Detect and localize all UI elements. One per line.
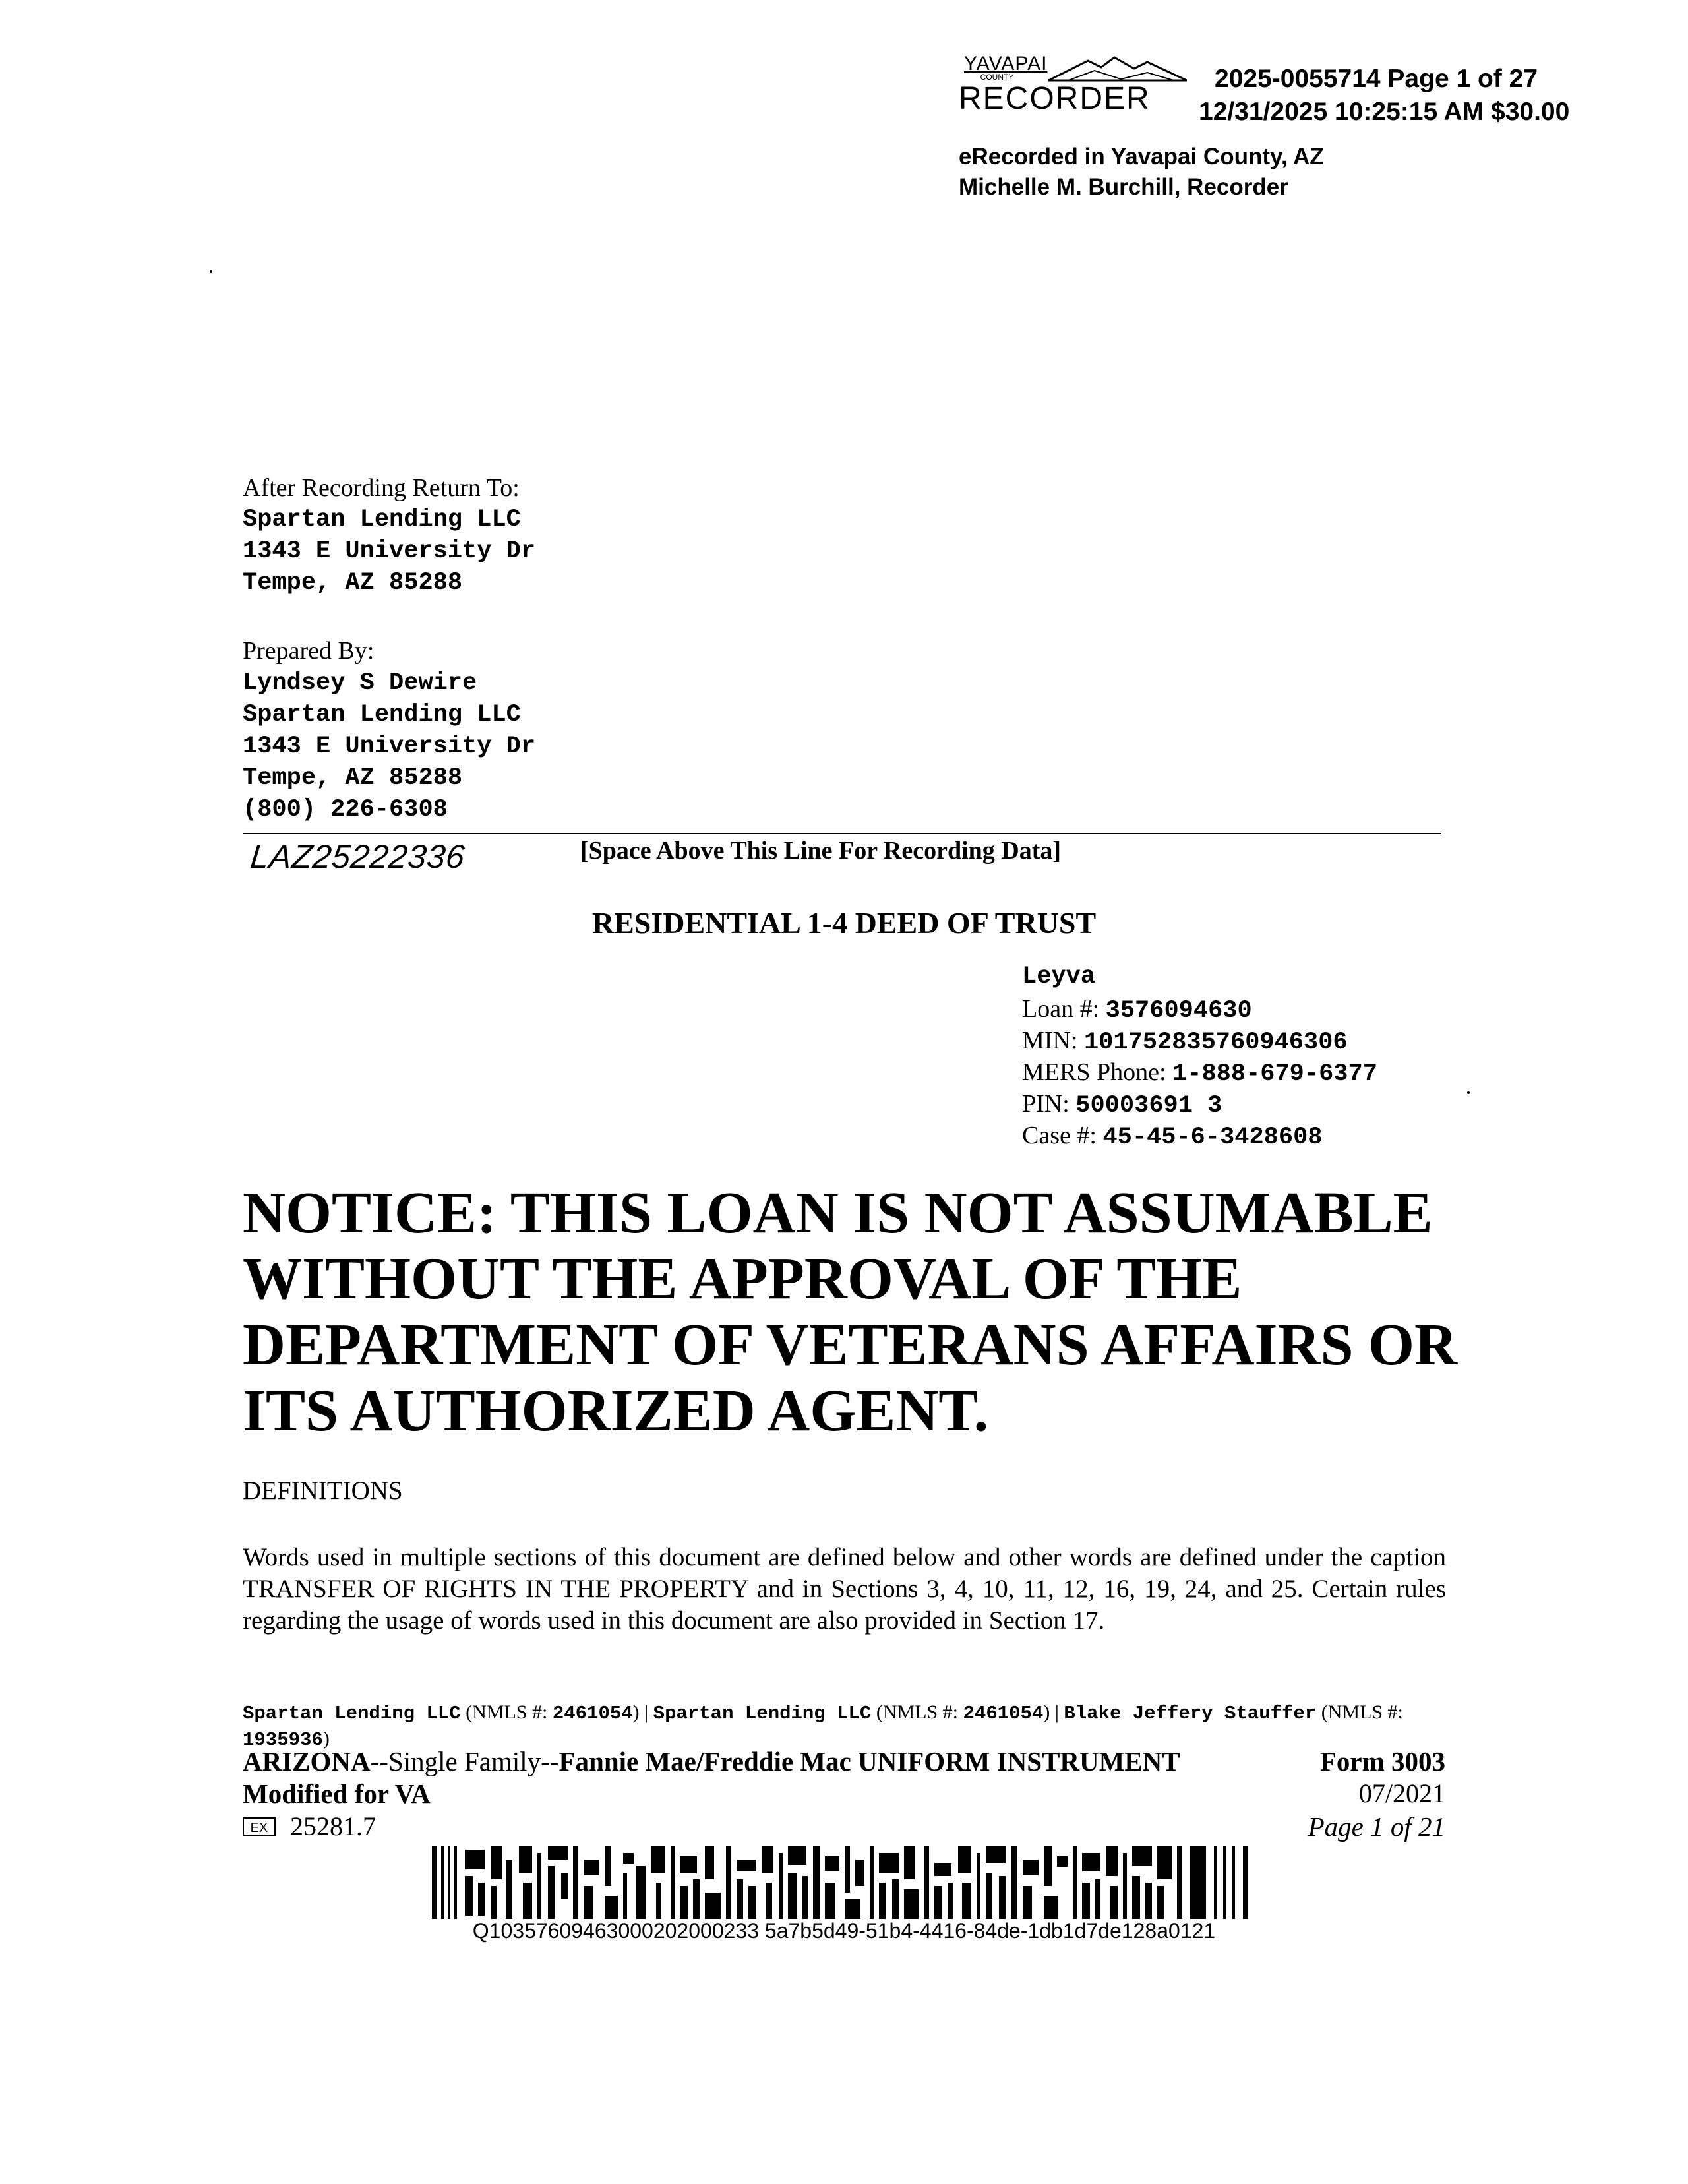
recorder-logo-mountain-icon	[1048, 54, 1187, 84]
pin-label: PIN:	[1022, 1090, 1070, 1118]
space-above-label: [Space Above This Line For Recording Data]	[580, 837, 1062, 864]
scan-dot	[1467, 1091, 1470, 1094]
form-state: ARIZONA	[243, 1746, 371, 1776]
form-code: 25281.7	[290, 1811, 376, 1841]
borrower-name: Leyva	[1022, 963, 1096, 990]
prepared-by-label: Prepared By:	[243, 637, 375, 665]
nmls-separator: ) |	[1043, 1701, 1064, 1723]
form-date: 07/2021	[1358, 1778, 1445, 1808]
return-to-line: Tempe, AZ 85288	[243, 569, 463, 597]
min-label: MIN:	[1022, 1027, 1078, 1054]
erecorded-location: eRecorded in Yavapai County, AZ	[959, 144, 1324, 169]
prepared-by-line: Tempe, AZ 85288	[243, 764, 463, 792]
return-to-label: After Recording Return To:	[243, 474, 520, 502]
scan-dot	[210, 270, 212, 273]
form-type: --Single Family--	[370, 1746, 559, 1776]
nmls-separator: ) |	[632, 1701, 653, 1723]
min-row	[1022, 1026, 1348, 1056]
case-number-row	[1022, 1121, 1323, 1151]
recorder-logo-county-name: YAVAPAI	[964, 53, 1048, 75]
recorder-logo-county-label: COUNTY	[980, 73, 1014, 82]
form-instrument: Fannie Mae/Freddie Mac UNIFORM INSTRUMENT	[558, 1746, 1180, 1776]
form-state-line	[243, 1745, 1180, 1777]
recorder-logo-text: RECORDER	[959, 81, 1151, 116]
nmls-label: (NMLS #:	[460, 1701, 553, 1723]
return-to-line: Spartan Lending LLC	[243, 506, 521, 533]
recording-datetime-fee: 12/31/2025 10:25:15 AM $30.00	[1199, 98, 1570, 126]
pin-value: 50003691 3	[1075, 1092, 1222, 1120]
prepared-by-line: Spartan Lending LLC	[243, 701, 521, 729]
notice-line: ITS AUTHORIZED AGENT.	[243, 1378, 989, 1443]
nmls-number: 1935936	[243, 1729, 323, 1751]
va-assumption-notice	[243, 1180, 1495, 1444]
nmls-close: )	[322, 1728, 330, 1749]
loan-originator-name: Blake Jeffery Stauffer	[1064, 1703, 1317, 1724]
notice-line: NOTICE: THIS LOAN IS NOT ASSUMABLE	[243, 1180, 1433, 1246]
pin-row	[1022, 1089, 1222, 1120]
case-number-value: 45-45-6-3428608	[1102, 1124, 1323, 1151]
lender-name: Spartan Lending LLC	[653, 1703, 872, 1724]
notice-line: DEPARTMENT OF VETERANS AFFAIRS OR	[243, 1312, 1458, 1378]
mers-phone-value: 1-888-679-6377	[1172, 1060, 1377, 1088]
handwritten-reference: LAZ25222336	[249, 838, 467, 875]
prepared-by-line: Lyndsey S Dewire	[243, 669, 477, 697]
loan-number-value: 3576094630	[1105, 997, 1252, 1025]
notice-line: WITHOUT THE APPROVAL OF THE	[243, 1246, 1242, 1312]
recorder-name: Michelle M. Burchill, Recorder	[959, 174, 1288, 200]
nmls-number: 2461054	[552, 1703, 633, 1724]
mers-phone-label: MERS Phone:	[1022, 1058, 1166, 1086]
case-number-label: Case #:	[1022, 1122, 1097, 1149]
loan-number-row	[1022, 994, 1252, 1025]
document-barcode	[432, 1846, 1256, 1919]
prepared-by-line: (800) 226-6308	[243, 796, 448, 824]
mers-phone-row	[1022, 1058, 1377, 1088]
lender-name: Spartan Lending LLC	[243, 1703, 461, 1724]
min-value: 101752835760946306	[1083, 1029, 1348, 1056]
form-number: Form 3003	[1319, 1746, 1445, 1776]
definitions-paragraph: Words used in multiple sections of this document are defined below and other words are defined under the caption TRANSFER OF RIGHTS IN THE PROPERTY and in Sections 3, 4, 10, 11, 12, 16, 19, 24, and 25. Certain rules regarding the usage of words used in this document are also provided in Section 17.	[243, 1543, 1446, 1635]
nmls-number: 2461054	[963, 1703, 1044, 1724]
footer-nmls-line	[243, 1700, 1446, 1753]
prepared-by-line: 1343 E University Dr	[243, 733, 536, 760]
recording-document-number: 2025-0055714 Page 1 of 27	[1215, 65, 1538, 93]
document-title: RESIDENTIAL 1-4 DEED OF TRUST	[591, 906, 1097, 940]
recording-data-separator	[243, 833, 1441, 834]
page-number: Page 1 of 21	[1308, 1811, 1445, 1842]
return-to-line: 1343 E University Dr	[243, 537, 536, 565]
barcode-text: Q10357609463000202000233 5a7b5d49-51b4-4416-84de-1db1d7de128a0121	[472, 1919, 1216, 1943]
definitions-heading: DEFINITIONS	[243, 1476, 403, 1505]
nmls-label: (NMLS #:	[871, 1701, 963, 1723]
form-modified: Modified for VA	[243, 1778, 431, 1809]
nmls-label: (NMLS #:	[1316, 1701, 1403, 1723]
ellie-mae-icon: EX	[243, 1817, 276, 1836]
loan-number-label: Loan #:	[1022, 995, 1100, 1023]
